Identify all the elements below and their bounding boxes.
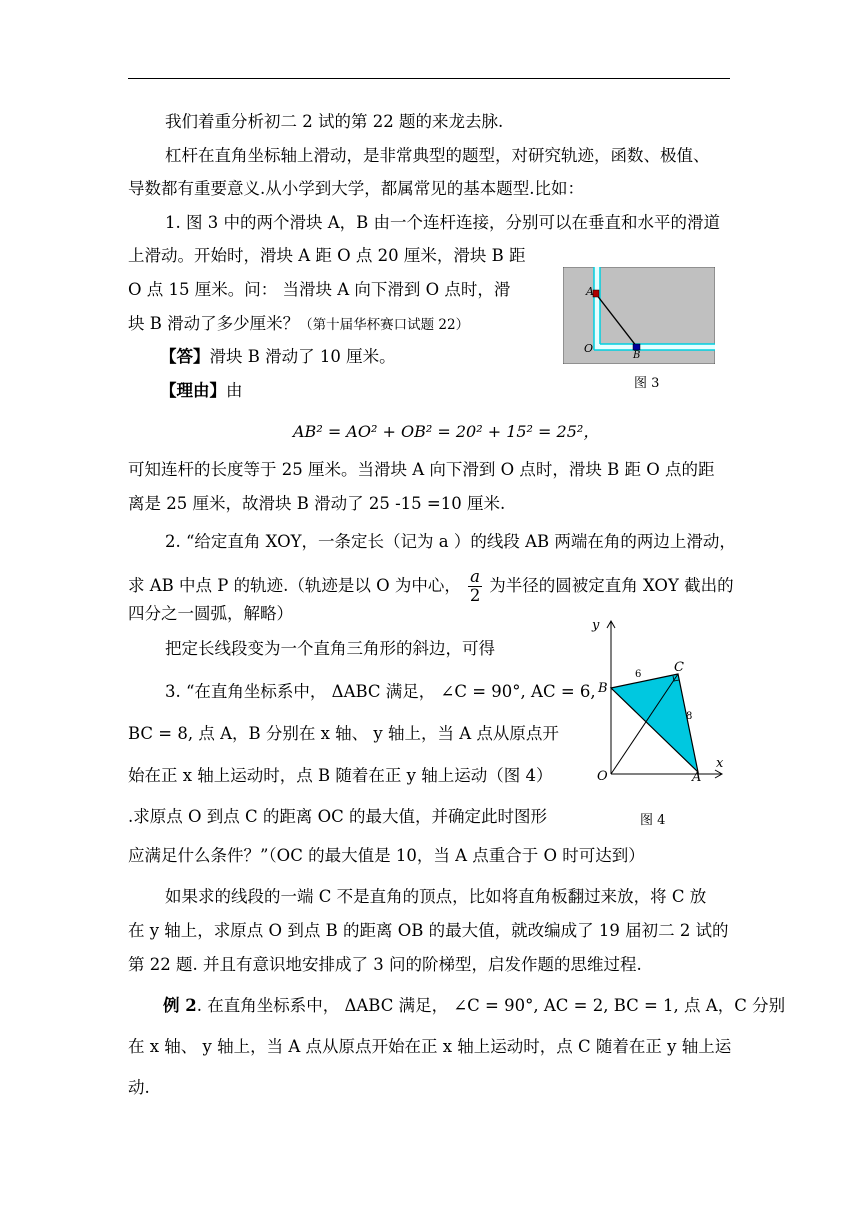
a-over-2-fraction: $\frac{a}{2}$ <box>469 567 481 605</box>
para1-line1: 杠杆在直角坐标轴上滑动，是非常典型的题型，对研究轨迹，函数、极值、 <box>165 146 710 165</box>
transition-text: 把定长线段变为一个直角三角形的斜边，可得 <box>165 639 495 658</box>
q1-line2: 上滑动。开始时，滑块 A 距 O 点 20 厘米，滑块 B 距 <box>128 246 526 265</box>
example-2-line2: 在 x 轴、 y 轴上，当 A 点从原点开始在正 x 轴上运动时，点 C 随着在正 y 轴上运 <box>128 1037 732 1056</box>
para2-line2: 在 y 轴上，求原点 O 到点 B 的距离 OB 的最大值，就改编成了 19 届初二 2 试的 <box>128 921 729 940</box>
example-2-line1: . 在直角坐标系中， ΔABC 满足， ∠C = 90°, AC = 2, BC = 1, 点 A，C 分别 <box>196 996 786 1015</box>
q1-line8: 离是 25 厘米，故滑块 B 滑动了 25 -15 =10 厘米. <box>128 494 506 513</box>
q3-line5: 应满足什么条件？”（OC 的最大值是 10，当 A 点重合于 O 时可达到） <box>128 846 645 865</box>
fig4-label-c: C <box>674 660 684 675</box>
q3-line1: 3. “在直角坐标系中， ΔABC 满足， ∠C = 90°, AC = 6, <box>165 682 596 701</box>
triangle-abc <box>611 674 698 772</box>
pythagoras-equation: AB² = AO² + OB² = 20² + 15² = 25²， <box>293 422 600 441</box>
q1-line1: 1. 图 3 中的两个滑块 A，B 由一个连杆连接，分别可以在垂直和水平的滑道 <box>165 213 721 232</box>
fig4-label-b: B <box>598 681 608 696</box>
fig3-label-o: O <box>584 342 594 355</box>
fig4-label-6: 6 <box>635 669 642 680</box>
fig3-label-b: B <box>633 350 641 361</box>
q2-line2a: 求 AB 中点 P 的轨迹.（轨迹是以 O 为中心， <box>128 576 461 595</box>
q2-line3: 四分之一圆弧，解略） <box>128 604 293 623</box>
intro-text: 我们着重分析初二 2 试的第 22 题的来龙去脉. <box>165 112 504 131</box>
header-rule <box>128 78 730 79</box>
fig4-caption: 图 4 <box>640 813 666 828</box>
q3-line4: .求原点 O 到点 C 的距离 OC 的最大值，并确定此时图形 <box>128 807 548 826</box>
fig3-caption: 图 3 <box>634 376 660 391</box>
q3-line3: 始在正 x 轴上运动时，点 B 随着在正 y 轴上运动（图 4） <box>128 766 553 785</box>
q2-line1: 2. “给定直角 XOY，一条定长（记为 a ）的线段 AB 两端在角的两边上滑动， <box>165 532 736 551</box>
fig4-label-x: x <box>716 756 724 771</box>
fig4-label-a: A <box>692 770 702 785</box>
reason-tag: 【理由】 <box>160 381 226 400</box>
para2-line1: 如果求的线段的一端 C 不是直角的顶点，比如将直角板翻过来放，将 C 放 <box>165 887 707 906</box>
q2-line2b: 为半径的圆被定直角 XOY 截出的 <box>489 576 734 595</box>
q1-source: （第十届华杯赛口试题 22） <box>299 317 470 333</box>
answer-tag: 【答】 <box>160 347 210 366</box>
answer-text: 滑块 B 滑动了 10 厘米。 <box>209 347 396 366</box>
q1-line4: 块 B 滑动了多少厘米？ <box>128 314 300 333</box>
fig4-label-y: y <box>592 618 600 633</box>
fig4-label-8: 8 <box>686 711 693 722</box>
q1-line7: 可知连杆的长度等于 25 厘米。当滑块 A 向下滑到 O 点时，滑块 B 距 O 点的距 <box>128 460 715 479</box>
q1-line3: O 点 15 厘米。问： 当滑块 A 向下滑到 O 点时，滑 <box>128 280 511 299</box>
figure-4-triangle-diagram <box>590 616 730 788</box>
para1-line2: 导数都有重要意义.从小学到大学，都属常见的基本题型.比如： <box>128 179 584 198</box>
fig4-label-o: O <box>597 769 608 784</box>
q3-line2: BC = 8, 点 A，B 分别在 x 轴、 y 轴上，当 A 点从原点开 <box>128 724 559 743</box>
para2-line3: 第 22 题. 并且有意识地安排成了 3 问的阶梯型，启发作题的思维过程. <box>128 955 642 974</box>
example-2-tag: 例 2 <box>163 996 197 1015</box>
fig3-label-a: A <box>586 285 594 298</box>
example-2-line3: 动. <box>128 1078 150 1097</box>
reason-text: 由 <box>226 381 243 400</box>
